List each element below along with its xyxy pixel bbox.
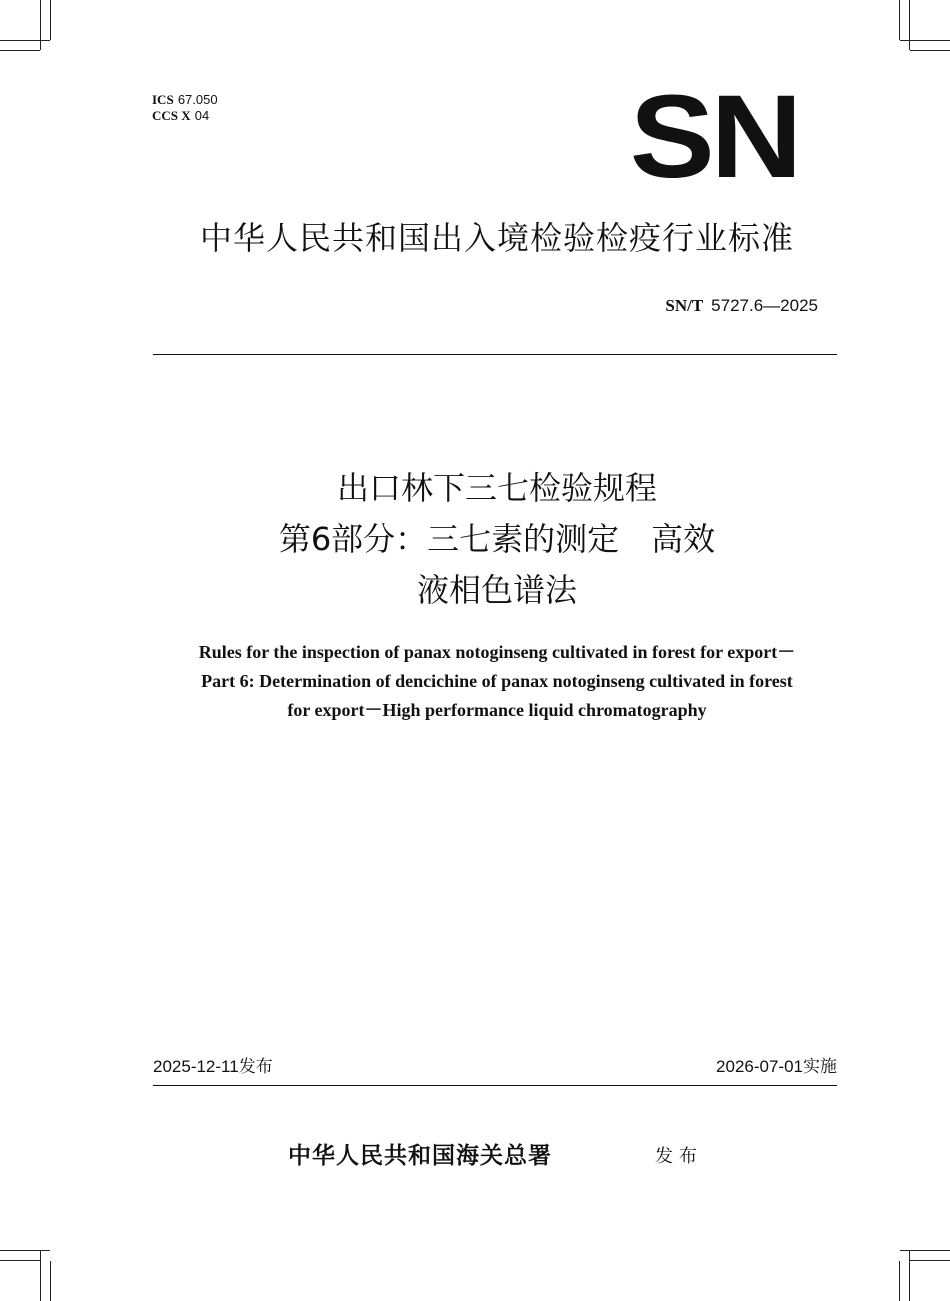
ccs-value: 04 [194,108,210,123]
crop-mark [909,1251,910,1301]
crop-mark [40,1251,41,1301]
crop-mark [899,0,900,40]
crop-mark [910,50,950,51]
crop-mark [899,1261,900,1301]
ics-value: 67.050 [177,92,218,107]
issue-word: 发布 [655,1146,703,1167]
crop-mark [900,40,950,41]
header-divider [153,354,837,355]
crop-mark [0,1250,50,1251]
chinese-title-line: 出口林下三七检验规程 [336,469,657,507]
english-title-line: for export－High performance liquid chromatography [287,700,707,720]
chinese-title-line: 第6部分：三七素的测定 高效 [278,520,716,558]
crop-mark [900,1250,950,1251]
issue-date [153,1055,273,1079]
english-title-line: Rules for the inspection of panax notoginseng cultivated in forest for export－ [198,642,796,662]
sn-logo: SN [629,78,799,196]
ics-label: ICS [152,92,174,107]
ccs-code [152,108,209,125]
crop-mark [909,0,910,50]
issue-date-value: 2025-12-11 [153,1057,239,1076]
english-title [152,638,842,725]
crop-mark [50,0,51,40]
issue-date-label: 发布 [238,1057,273,1077]
implement-date [716,1055,837,1079]
crop-mark [0,40,50,41]
implement-date-value: 2026-07-01 [716,1057,803,1076]
english-title-line: Part 6: Determination of dencichine of panax notoginseng cultivated in forest [201,671,793,691]
ccs-label: CCS X [152,108,191,123]
ics-code [152,92,218,109]
crop-mark [40,0,41,50]
standard-number [665,295,818,317]
crop-mark [0,1260,40,1261]
footer-divider [153,1085,837,1086]
chinese-title-line: 液相色谱法 [416,571,577,609]
standard-number-value: 5727.6—2025 [711,296,818,315]
crop-mark [910,1260,950,1261]
crop-mark [0,50,40,51]
chinese-title [152,463,842,616]
issuing-authority: 中华人民共和国海关总署 [288,1142,552,1169]
industry-standard-title: 中华人民共和国出入境检验检疫行业标准 [199,219,794,257]
standard-number-prefix: SN/T [665,296,704,315]
crop-mark [50,1261,51,1301]
implement-date-label: 实施 [803,1057,837,1077]
